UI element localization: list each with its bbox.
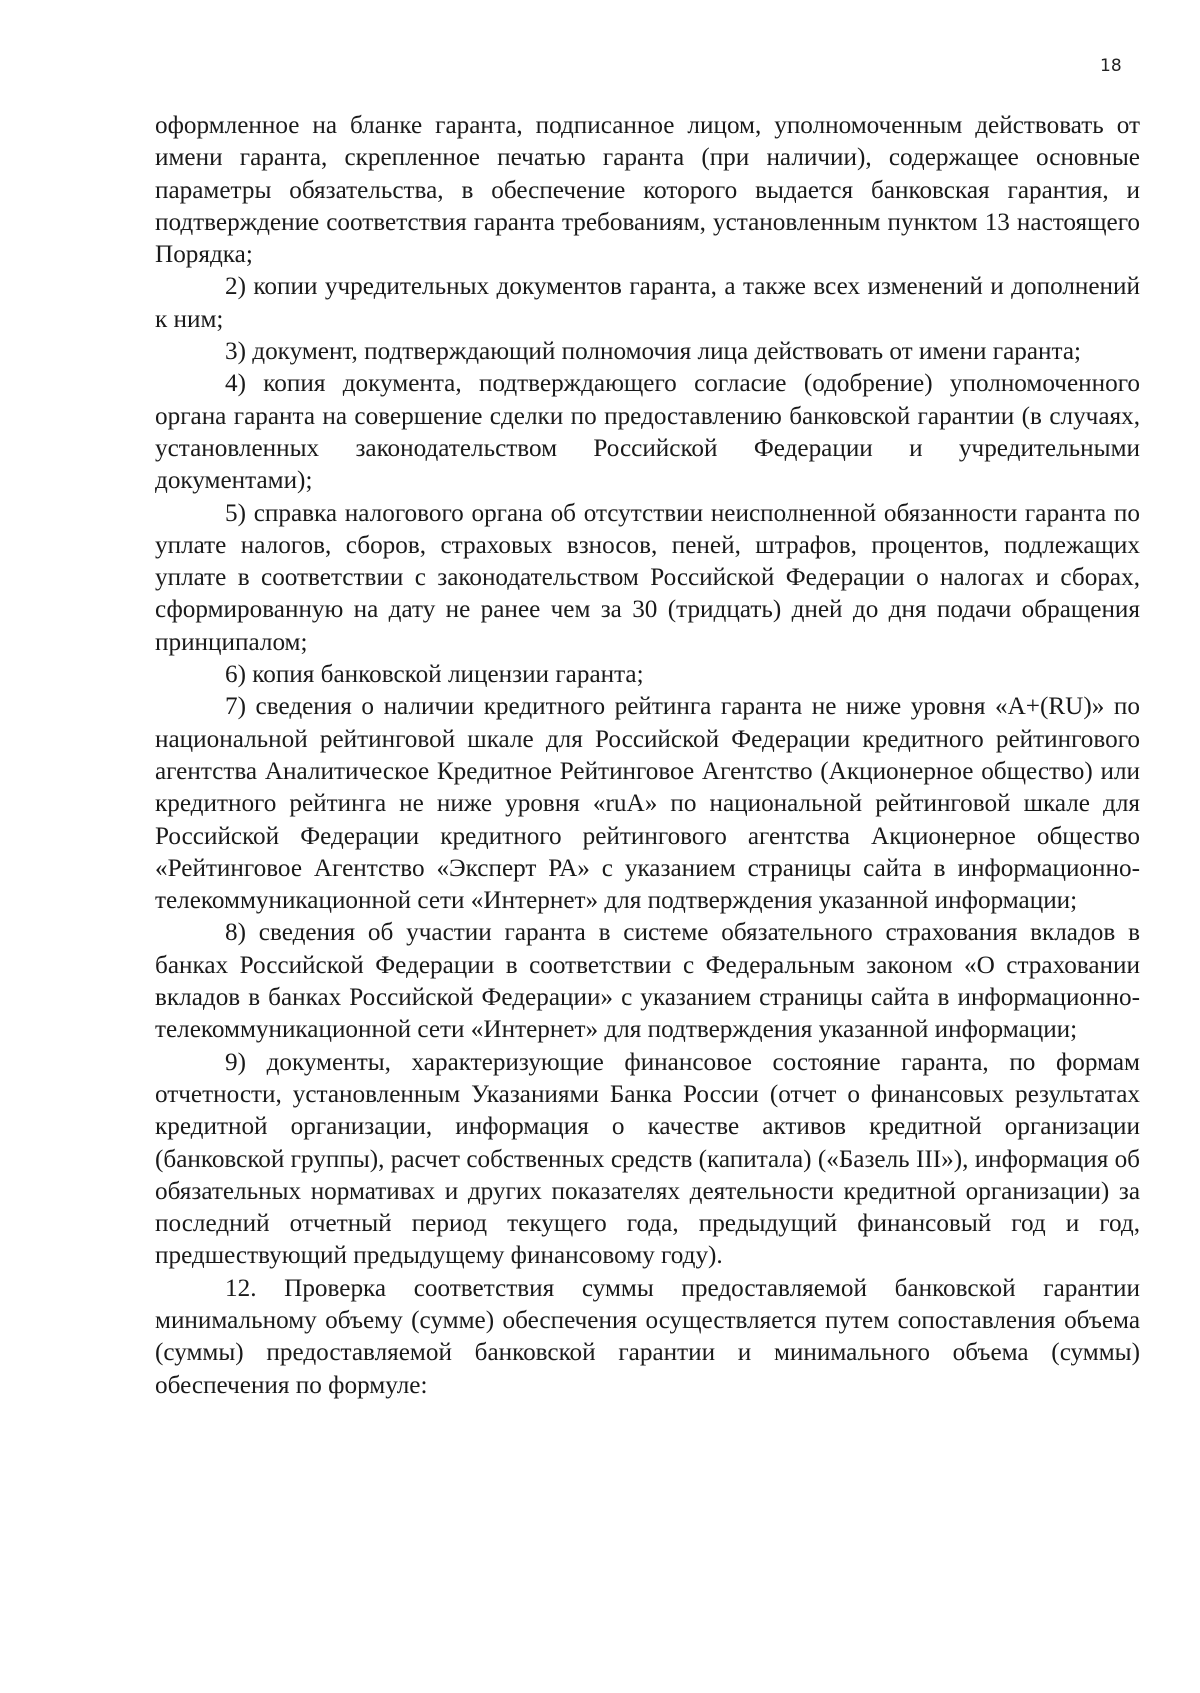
list-item-3: 3) документ, подтверждающий полномочия лица действовать от имени гаранта; <box>225 338 1082 366</box>
paragraph-continuation: оформленное на бланке гаранта, подписанное лицом, уполномоченным действовать от имени гаранта, скрепленное печатью гаранта (при наличии), содержащее основные параметры обязательства, в обеспечение которого выдается банковская гарантия, и подтверждение соответствия гаранта требованиям, установленным пунктом 13 настоящего Порядка; <box>155 112 1140 269</box>
list-item-7: 7) сведения о наличии кредитного рейтинга гаранта не ниже уровня «А+(RU)» по национальной рейтинговой шкале для Российской Федерации кредитного рейтингового агентства Аналитическое Кредитное Рейтинговое Агентство (Акционерное общество) или кредитного рейтинга не ниже уровня «ruA» по национальной рейтинговой шкале для Российской Федерации кредитного рейтингового агентства Акционерное общество «Рейтинговое Агентство «Эксперт РА» с указанием страницы сайта в информационно-телекоммуникационной сети «Интернет» для подтверждения указанной информации; <box>155 693 1140 915</box>
list-item-8: 8) сведения об участии гаранта в системе обязательного страхования вкладов в банках Российской Федерации в соответствии с Федеральным законом «О страховании вкладов в банках Российской Федерации» с указанием страницы сайта в информационно-телекоммуникационной сети «Интернет» для подтверждения указанной информации; <box>155 919 1140 1044</box>
page-number: 18 <box>1100 56 1122 76</box>
list-item-5: 5) справка налогового органа об отсутствии неисполненной обязанности гаранта по уплате налогов, сборов, страховых взносов, пеней, штрафов, процентов, подлежащих уплате в соответствии с законодательством Российской Федерации о налогах и сборах, сформированную на дату не ранее чем за 30 (тридцать) дней до дня подачи обращения принципалом; <box>155 499 1140 656</box>
section-12-paragraph: 12. Проверка соответствия суммы предоставляемой банковской гарантии минимальному объему (сумме) обеспечения осуществляется путем сопоставления объема (суммы) предоставляемой банковской гарантии и минимального объема (суммы) обеспечения по формуле: <box>155 1274 1140 1399</box>
list-item-4: 4) копия документа, подтверждающего согласие (одобрение) уполномоченного органа гаранта на совершение сделки по предоставлению банковской гарантии (в случаях, установленных законодательством Российской Федерации и учредительными документами); <box>155 370 1140 495</box>
list-item-9: 9) документы, характеризующие финансовое состояние гаранта, по формам отчетности, установленным Указаниями Банка России (отчет о финансовых результатах кредитной организации, информация о качестве активов кредитной организации (банковской группы), расчет собственных средств (капитала) («Базель III»), информация об обязательных нормативах и других показателях деятельности кредитной организации) за последний отчетный период текущего года, предыдущий финансовый год и год, предшествующий предыдущему финансовому году). <box>155 1048 1140 1270</box>
document-body <box>155 110 1140 1402</box>
list-item-6: 6) копия банковской лицензии гаранта; <box>225 661 644 689</box>
list-item-2: 2) копии учредительных документов гаранта, а также всех изменений и дополнений к ним; <box>155 273 1140 333</box>
